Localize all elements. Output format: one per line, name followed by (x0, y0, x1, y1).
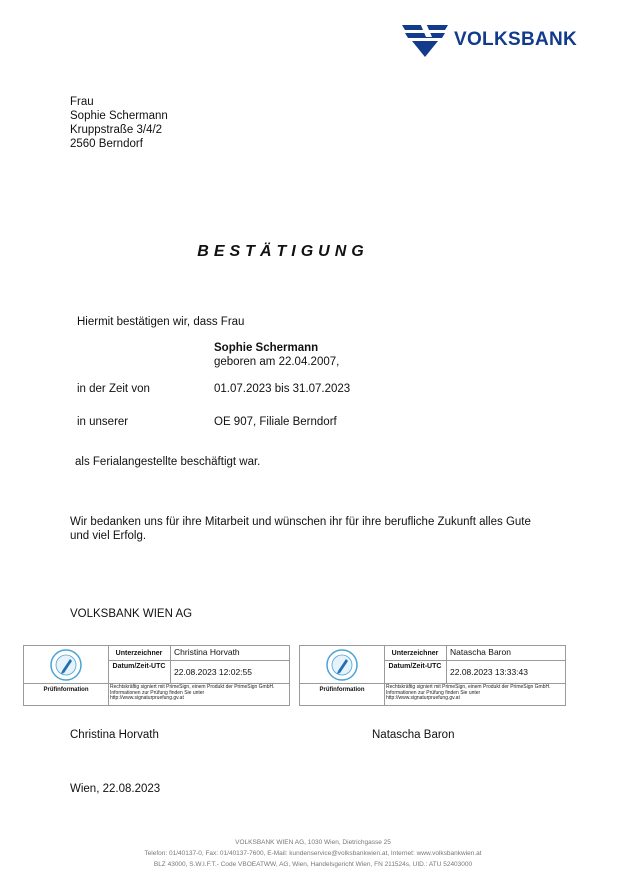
info-label: Prüfinformation (319, 687, 365, 693)
unit-label: in unserer (77, 416, 129, 428)
info-line-1: Rechtskräftig signiert mit PrimeSign, einem Produkt der PrimeSign GmbH. (110, 684, 275, 690)
footer-line-1: VOLKSBANK WIEN AG, 1030 Wien, Dietrichgasse 25 (235, 839, 391, 846)
signer-name-right: Natascha Baron (372, 729, 455, 741)
thanks-line-2: und viel Erfolg. (70, 530, 147, 542)
place-date: Wien, 22.08.2023 (70, 783, 161, 795)
signature-block-1 (23, 645, 290, 706)
role-text: als Ferialangestellte beschäftigt war. (75, 456, 261, 468)
signature-block-2 (299, 645, 566, 706)
period-label: in der Zeit von (77, 383, 150, 395)
logo-text: VOLKSBANK (454, 29, 578, 50)
company-name: VOLKSBANK WIEN AG (70, 608, 193, 620)
signature-seal-icon (24, 646, 108, 683)
thanks-line-1: Wir bedanken uns für ihre Mitarbeit und wünschen ihr für ihre berufliche Zukunft alles Gute (70, 516, 531, 528)
info-line-3: http://www.signaturpruefung.gv.at (110, 695, 184, 701)
person-name: Sophie Schermann (214, 342, 319, 354)
signature-datetime: 22.08.2023 12:02:55 (174, 667, 252, 677)
signer-label: Unterzeichner (115, 650, 163, 657)
period-value: 01.07.2023 bis 31.07.2023 (214, 383, 351, 395)
info-label: Prüfinformation (43, 687, 89, 693)
datetime-label: Datum/Zeit-UTC (112, 663, 166, 670)
footer-line-3: BLZ 43000, S.W.I.F.T.- Code VBOEATWW, AG, Wien, Handelsgericht Wien, FN 211524s, UID.: ATU 52403000 (153, 861, 473, 868)
recipient-address (70, 95, 168, 151)
volksbank-logo-icon (402, 23, 448, 57)
recipient-city: 2560 Berndorf (70, 138, 143, 150)
info-line-3: http://www.signaturpruefung.gv.at (386, 695, 460, 701)
signature-datetime: 22.08.2023 13:33:43 (450, 667, 528, 677)
footer (0, 837, 626, 870)
birth-date: geboren am 22.04.2007, (214, 356, 340, 368)
info-line-1: Rechtskräftig signiert mit PrimeSign, einem Produkt der PrimeSign GmbH. (386, 684, 551, 690)
info-note (384, 685, 551, 702)
unit-value: OE 907, Filiale Berndorf (214, 416, 337, 428)
signer-name-left: Christina Horvath (70, 729, 159, 741)
recipient-salutation: Frau (70, 96, 94, 108)
info-note (108, 685, 275, 702)
document-title: BESTÄTIGUNG (197, 243, 369, 260)
volksbank-logo (402, 22, 577, 58)
signer-name: Natascha Baron (450, 647, 511, 657)
signer-name: Christina Horvath (174, 647, 240, 657)
info-line-2: Informationen zur Prüfung finden Sie unter (386, 689, 481, 696)
info-line-2: Informationen zur Prüfung finden Sie unter (110, 689, 205, 696)
signature-seal-icon (300, 646, 384, 683)
recipient-name: Sophie Schermann (70, 110, 168, 122)
intro-text: Hiermit bestätigen wir, dass Frau (77, 316, 245, 328)
signer-label: Unterzeichner (391, 650, 439, 657)
datetime-label: Datum/Zeit-UTC (388, 663, 442, 670)
footer-line-2: Telefon: 01/40137-0, Fax: 01/40137-7600, E-Mail: kundenservice@volksbankwien.at, Internet: www.volksbankwien.at (144, 850, 482, 857)
recipient-street: Kruppstraße 3/4/2 (70, 124, 163, 136)
